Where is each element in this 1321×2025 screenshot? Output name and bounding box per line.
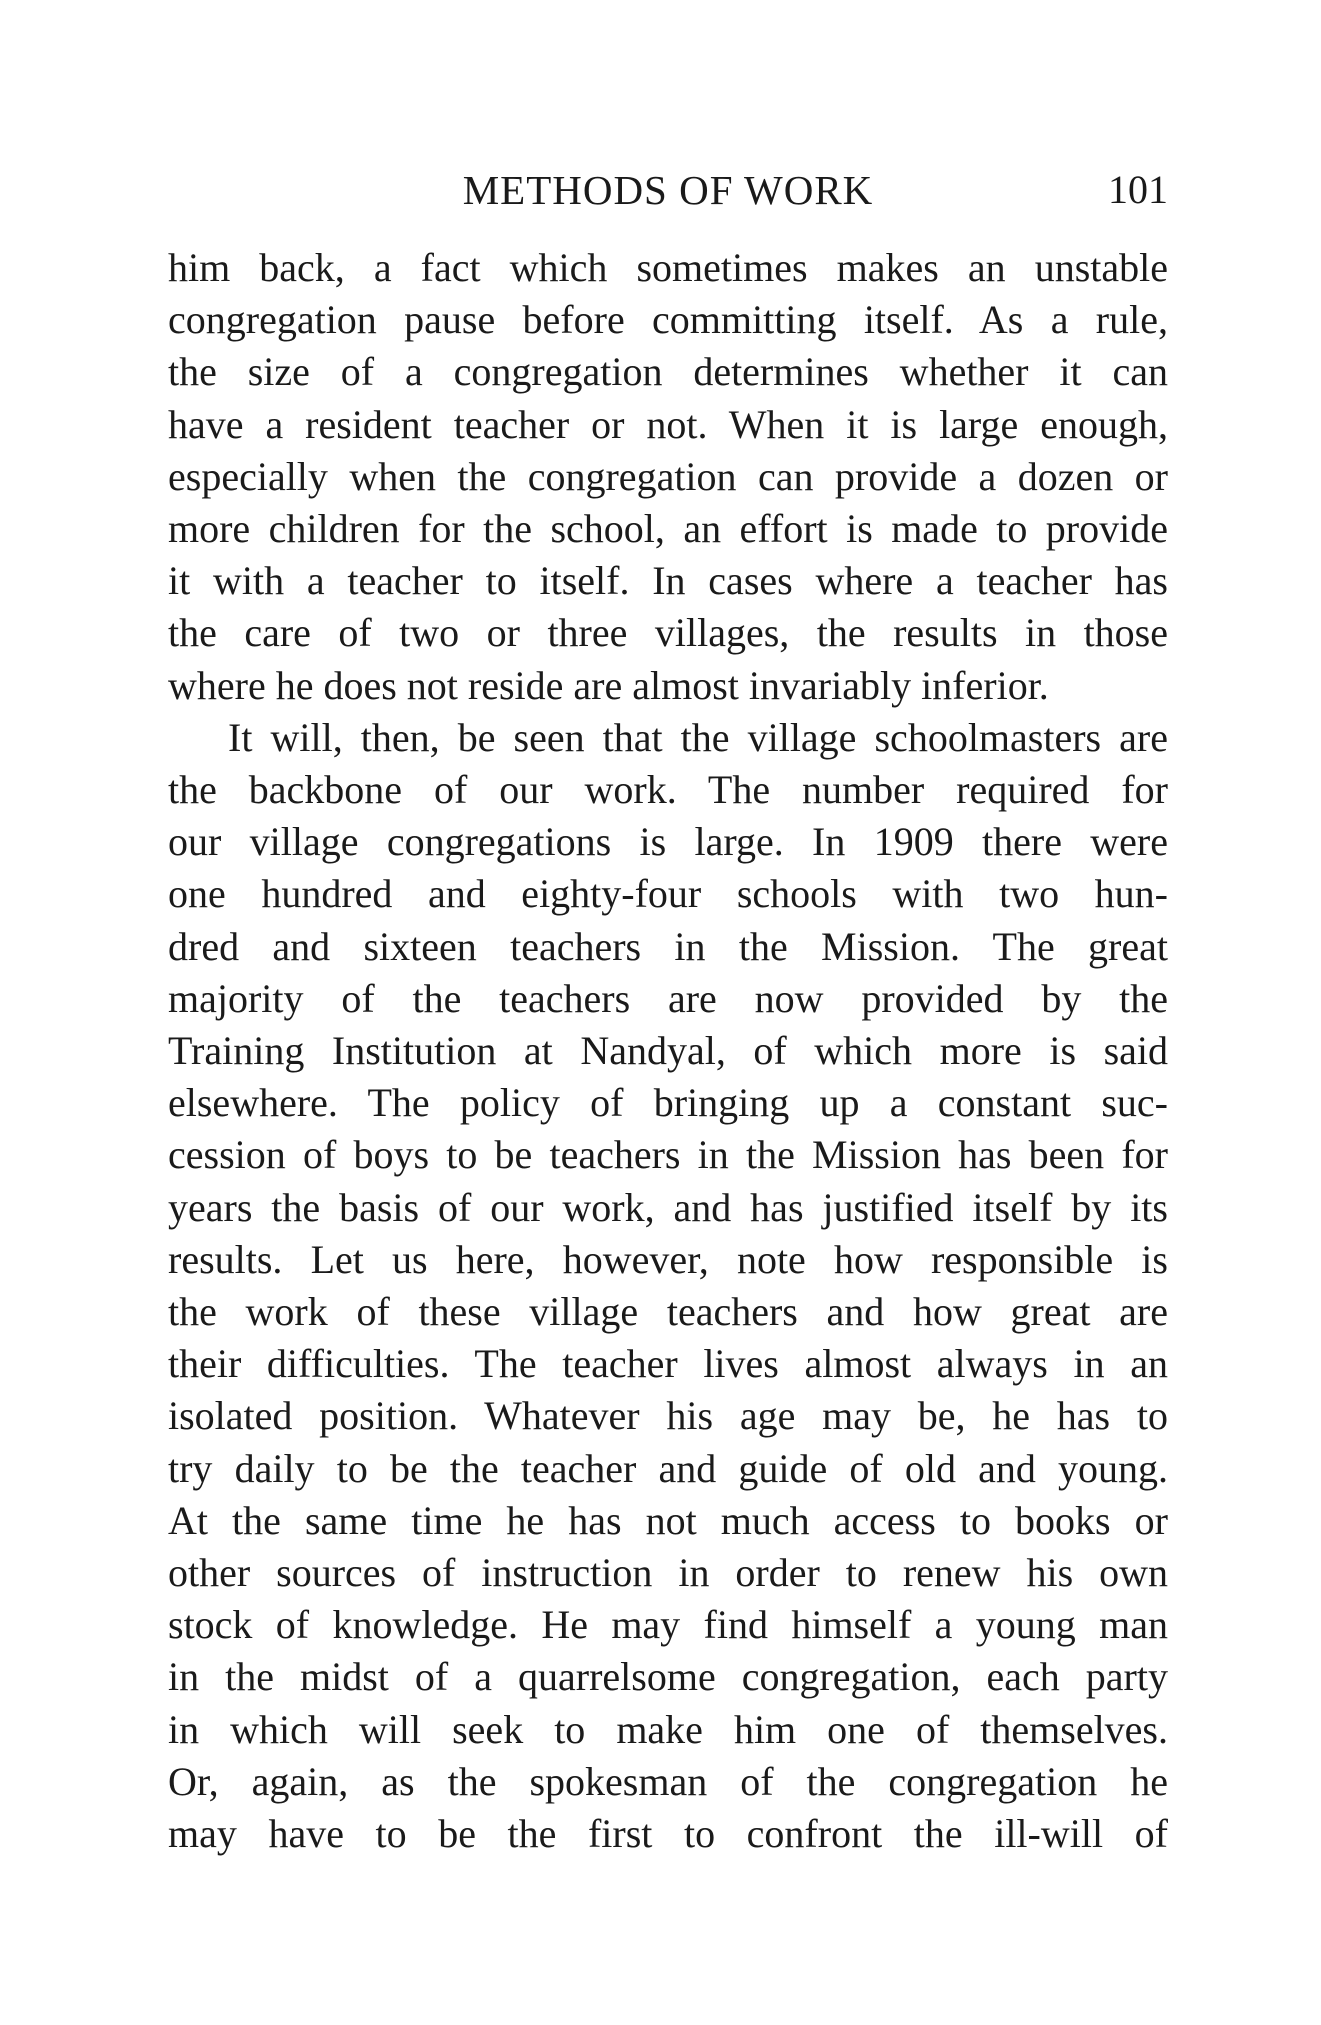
text-line: in the midst of a quarrelsome congregation, each party — [168, 1654, 1168, 1700]
text-line: stock of knowledge. He may find himself a young man — [168, 1602, 1168, 1648]
text-line: Or, again, as the spokesman of the congregation he — [168, 1758, 1168, 1804]
text-line: isolated position. Whatever his age may be, he has to — [168, 1393, 1168, 1439]
text-line: where he does not reside are almost invariably inferior. — [168, 662, 1049, 708]
text-line: Training Institution at Nandyal, of which more is said — [168, 1028, 1168, 1074]
text-line: results. Let us here, however, note how responsible is — [168, 1236, 1168, 1282]
text-line: years the basis of our work, and has justified itself by its — [168, 1184, 1168, 1230]
text-line: one hundred and eighty-four schools with two hun- — [168, 871, 1168, 917]
body-text — [168, 242, 1168, 1860]
running-title: METHODS OF WORK — [462, 167, 874, 213]
paragraph-schoolmasters — [168, 712, 1168, 1860]
text-line: the size of a congregation determines whether it can — [168, 349, 1168, 395]
text-line: in which will seek to make him one of themselves. — [168, 1706, 1168, 1752]
text-line: it with a teacher to itself. In cases where a teacher has — [168, 558, 1168, 604]
text-line: our village congregations is large. In 1909 there were — [168, 819, 1168, 865]
text-line: especially when the congregation can provide a dozen or — [168, 453, 1168, 499]
text-line: cession of boys to be teachers in the Mission has been for — [168, 1132, 1168, 1178]
text-line: majority of the teachers are now provided by the — [168, 975, 1168, 1021]
page-number: 101 — [1108, 167, 1168, 212]
text-line: their difficulties. The teacher lives almost always in an — [168, 1341, 1168, 1387]
text-line: the care of two or three villages, the results in those — [168, 610, 1168, 656]
running-head — [168, 160, 1168, 220]
text-line: the backbone of our work. The number required for — [168, 767, 1168, 813]
text-line: It will, then, be seen that the village schoolmasters are — [228, 714, 1168, 760]
text-line: congregation pause before committing itself. As a rule, — [168, 297, 1168, 343]
text-line: have a resident teacher or not. When it is large enough, — [168, 401, 1168, 447]
text-line: more children for the school, an effort is made to provide — [168, 506, 1168, 552]
text-line: dred and sixteen teachers in the Mission. The great — [168, 923, 1168, 969]
text-line: try daily to be the teacher and guide of old and young. — [168, 1445, 1168, 1491]
text-line: may have to be the first to confront the ill-will of — [168, 1811, 1168, 1857]
paragraph-continued — [168, 242, 1168, 712]
text-line: At the same time he has not much access to books or — [168, 1497, 1168, 1543]
text-line: elsewhere. The policy of bringing up a constant suc- — [168, 1080, 1168, 1126]
text-line: other sources of instruction in order to renew his own — [168, 1550, 1168, 1596]
text-line: the work of these village teachers and how great are — [168, 1289, 1168, 1335]
text-line: him back, a fact which sometimes makes an unstable — [168, 245, 1168, 290]
